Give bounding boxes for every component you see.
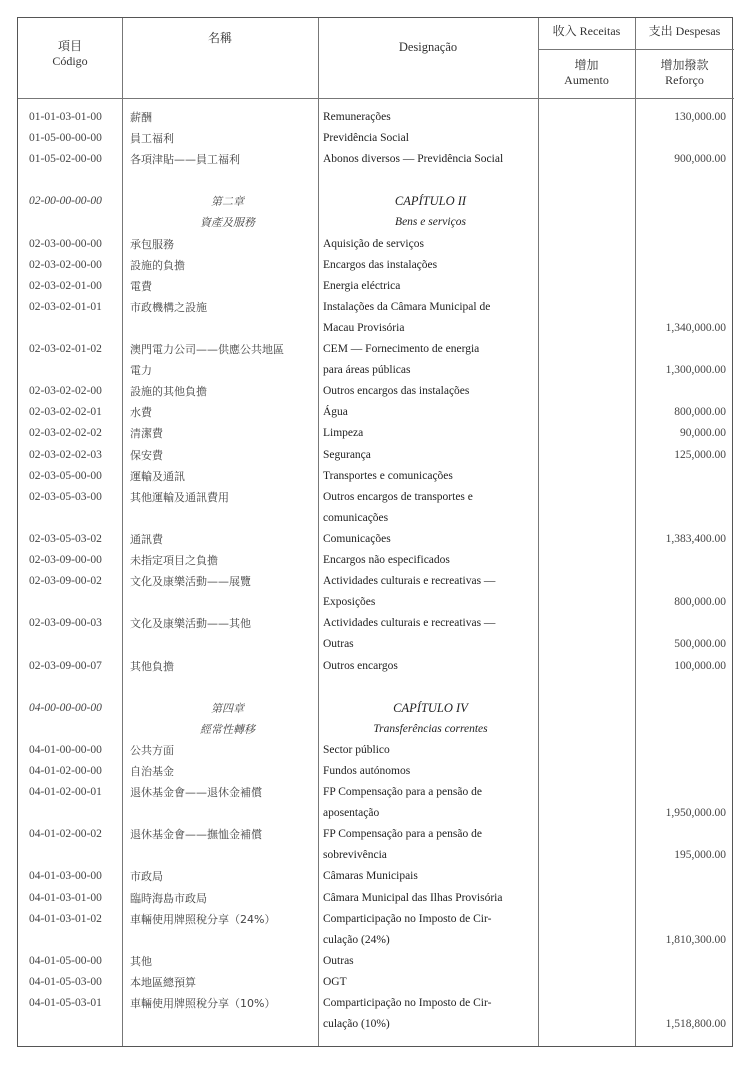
table-row xyxy=(18,550,734,571)
row-code: 02-03-00-00-00 xyxy=(29,237,102,250)
row-code: 04-00-00-00-00 xyxy=(29,701,102,714)
row-designation: Energia eléctrica xyxy=(323,279,401,292)
row-code: 01-05-00-00-00 xyxy=(29,132,102,145)
row-name: 澳門電力公司——供應公共地區 xyxy=(130,343,284,356)
header-bottom-line xyxy=(18,98,734,99)
row-name: 其他運輸及通訊費用 xyxy=(130,490,229,504)
row-designation: Transferências correntes xyxy=(373,722,488,735)
row-designation: Aquisição de serviços xyxy=(323,237,424,250)
table-row xyxy=(18,930,734,951)
row-reforco: 1,300,000.00 xyxy=(665,364,726,377)
row-code: 02-03-02-01-02 xyxy=(29,343,102,355)
table-row xyxy=(18,445,734,466)
row-name: 設施的負擔 xyxy=(130,258,185,272)
table-row xyxy=(18,276,734,297)
row-name: 各項津貼——員工福利 xyxy=(130,153,240,167)
budget-table xyxy=(17,17,733,1047)
row-designation: Instalações da Câmara Municipal de xyxy=(323,300,491,313)
row-name: 自治基金 xyxy=(130,764,174,778)
table-row xyxy=(18,698,734,719)
header-aumento-zh: 增加 xyxy=(574,58,599,72)
row-designation: Comunicações xyxy=(323,532,391,545)
row-designation: sobrevivência xyxy=(323,849,387,862)
row-designation: Sector público xyxy=(323,743,390,756)
row-name: 其他負擔 xyxy=(130,659,174,673)
row-name: 設施的其他負擔 xyxy=(130,385,207,399)
header-reforco-zh: 增加撥款 xyxy=(660,58,709,72)
row-code: 04-01-03-01-02 xyxy=(29,912,102,925)
table-row xyxy=(18,845,734,866)
row-name: 退休基金會——撫恤金補償 xyxy=(130,828,262,842)
row-name: 市政局 xyxy=(130,870,163,884)
row-code: 02-03-02-02-02 xyxy=(29,427,102,440)
row-designation: OGT xyxy=(323,975,347,988)
row-designation: comunicações xyxy=(323,511,389,524)
row-designation: Macau Provisória xyxy=(323,321,405,334)
table-row xyxy=(18,339,734,360)
table-row xyxy=(18,318,734,339)
row-reforco: 800,000.00 xyxy=(674,596,726,609)
row-designation: CEM — Fornecimento de energia xyxy=(323,343,480,355)
table-row xyxy=(18,402,734,423)
row-designation: FP Compensação para a pensão de xyxy=(323,786,482,798)
table-row xyxy=(18,212,734,233)
row-name: 第二章 xyxy=(211,195,244,209)
row-code: 04-01-03-00-00 xyxy=(29,870,102,883)
header-designacao xyxy=(318,40,538,55)
table-row xyxy=(18,529,734,550)
row-designation: Fundos autónomos xyxy=(323,764,411,777)
row-code: 01-05-02-00-00 xyxy=(29,153,102,166)
row-name: 車輛使用牌照稅分享（24%） xyxy=(130,912,276,926)
row-designation: Outras xyxy=(323,638,354,651)
row-name: 保安費 xyxy=(130,448,163,462)
row-name: 未指定項目之負擔 xyxy=(130,554,218,567)
table-row xyxy=(18,613,734,634)
row-code: 01-01-03-01-00 xyxy=(29,111,102,123)
row-reforco: 90,000.00 xyxy=(680,427,726,440)
row-designation: Segurança xyxy=(323,448,371,461)
table-row xyxy=(18,909,734,930)
row-designation: Remunerações xyxy=(323,111,391,123)
row-designation: Encargos não especificados xyxy=(323,554,450,566)
row-reforco: 100,000.00 xyxy=(674,659,726,672)
row-code: 02-03-09-00-07 xyxy=(29,659,102,672)
row-code: 04-01-00-00-00 xyxy=(29,743,102,756)
row-code: 02-03-02-02-03 xyxy=(29,448,102,461)
row-name: 第四章 xyxy=(211,701,244,715)
header-codigo-pt: Código xyxy=(52,54,88,68)
row-designation: Bens e serviços xyxy=(395,216,466,229)
row-reforco: 1,950,000.00 xyxy=(665,807,726,820)
row-name: 公共方面 xyxy=(130,743,174,757)
row-code: 02-03-02-00-00 xyxy=(29,258,102,271)
header-nome xyxy=(122,31,318,46)
row-code: 02-03-02-01-01 xyxy=(29,300,102,313)
table-row xyxy=(18,782,734,803)
row-reforco: 125,000.00 xyxy=(674,448,726,461)
table-row xyxy=(18,297,734,318)
table-row xyxy=(18,866,734,887)
row-designation: FP Compensação para a pensão de xyxy=(323,828,482,841)
row-reforco: 900,000.00 xyxy=(674,153,726,166)
table-row xyxy=(18,634,734,655)
table-row xyxy=(18,128,734,149)
row-code: 02-03-05-00-00 xyxy=(29,469,102,482)
header-codigo xyxy=(18,39,122,69)
table-row xyxy=(18,993,734,1014)
header-receitas xyxy=(538,24,635,39)
row-designation: Câmara Municipal das Ilhas Provisória xyxy=(323,891,503,904)
row-code: 02-03-02-01-00 xyxy=(29,279,102,292)
row-name: 經常性轉移 xyxy=(200,722,255,736)
row-designation: CAPÍTULO II xyxy=(394,194,467,209)
table-row xyxy=(18,149,734,170)
row-designation: Comparticipação no Imposto de Cir- xyxy=(323,997,492,1009)
row-code: 04-01-02-00-02 xyxy=(29,828,102,841)
table-row xyxy=(18,824,734,845)
row-designation: aposentação xyxy=(323,807,380,820)
row-code: 02-03-05-03-00 xyxy=(29,490,102,503)
header-despesas-text: 支出 Despesas xyxy=(648,24,721,38)
table-row xyxy=(18,761,734,782)
row-code: 02-03-05-03-02 xyxy=(29,532,102,545)
row-designation: culação (24%) xyxy=(323,933,390,946)
row-name: 員工福利 xyxy=(130,132,174,146)
header-designacao-text: Designação xyxy=(398,40,458,54)
row-reforco: 130,000.00 xyxy=(674,111,726,123)
row-code: 02-03-09-00-02 xyxy=(29,575,102,588)
table-row xyxy=(18,740,734,761)
row-designation: Abonos diversos — Previdência Social xyxy=(323,153,504,166)
header-nome-zh: 名稱 xyxy=(207,31,232,45)
row-code: 02-03-09-00-00 xyxy=(29,554,102,566)
row-reforco: 500,000.00 xyxy=(674,638,726,651)
table-row xyxy=(18,466,734,487)
row-name: 運輸及通訊 xyxy=(130,469,185,483)
row-code: 02-03-02-02-00 xyxy=(29,385,102,398)
header-aumento-pt: Aumento xyxy=(564,73,609,87)
row-name: 文化及康樂活動——展覽 xyxy=(130,575,251,589)
row-name: 車輛使用牌照稅分享（10%） xyxy=(130,997,276,1010)
row-code: 02-00-00-00-00 xyxy=(29,195,102,208)
table-row xyxy=(18,255,734,276)
header-reforco-pt: Reforço xyxy=(665,73,704,87)
header-codigo-zh: 項目 xyxy=(57,39,82,53)
header-despesas xyxy=(635,24,734,39)
table-row xyxy=(18,1014,734,1035)
row-designation: Transportes e comunicações xyxy=(323,469,453,482)
row-name: 退休基金會——退休金補償 xyxy=(130,786,262,799)
row-designation: Outros encargos das instalações xyxy=(323,385,470,398)
header-divider xyxy=(538,49,734,50)
row-reforco: 1,518,800.00 xyxy=(665,1018,726,1031)
table-row xyxy=(18,107,734,128)
row-name: 水費 xyxy=(130,406,152,420)
row-code: 04-01-05-03-01 xyxy=(29,997,102,1009)
row-reforco: 800,000.00 xyxy=(674,406,726,419)
row-name: 通訊費 xyxy=(130,532,163,546)
row-designation: Outras xyxy=(323,954,354,967)
row-code: 04-01-03-01-00 xyxy=(29,891,102,904)
row-name: 市政機構之設施 xyxy=(130,300,207,314)
table-row xyxy=(18,381,734,402)
row-code: 04-01-02-00-01 xyxy=(29,786,102,798)
row-designation: para áreas públicas xyxy=(323,364,411,377)
row-designation: Água xyxy=(323,406,348,419)
row-name: 清潔費 xyxy=(130,427,163,441)
row-name: 薪酬 xyxy=(130,111,152,124)
row-designation: Comparticipação no Imposto de Cir- xyxy=(323,912,492,925)
table-row xyxy=(18,972,734,993)
row-reforco: 195,000.00 xyxy=(674,849,726,862)
table-row xyxy=(18,360,734,381)
table-row xyxy=(18,487,734,508)
row-designation: Outros encargos de transportes e xyxy=(323,490,473,503)
row-reforco: 1,340,000.00 xyxy=(665,321,726,334)
row-code: 02-03-02-02-01 xyxy=(29,406,102,419)
row-designation: CAPÍTULO IV xyxy=(393,700,468,715)
table-row xyxy=(18,803,734,824)
row-name: 本地區總預算 xyxy=(130,975,196,989)
table-row xyxy=(18,656,734,677)
row-name: 其他 xyxy=(130,954,152,968)
row-code: 02-03-09-00-03 xyxy=(29,617,102,630)
row-designation: culação (10%) xyxy=(323,1018,390,1031)
row-name: 電力 xyxy=(130,364,152,378)
row-designation: Previdência Social xyxy=(323,132,409,145)
row-designation: Actividades culturais e recreativas — xyxy=(323,575,496,588)
row-designation: Encargos das instalações xyxy=(323,258,438,271)
row-code: 04-01-05-03-00 xyxy=(29,975,102,988)
row-name: 文化及康樂活動——其他 xyxy=(130,617,251,631)
row-name: 承包服務 xyxy=(130,237,174,251)
row-designation: Exposições xyxy=(323,596,376,609)
row-name: 資產及服務 xyxy=(200,216,255,230)
table-row xyxy=(18,191,734,212)
row-name: 電費 xyxy=(130,279,152,293)
table-row xyxy=(18,234,734,255)
row-reforco: 1,383,400.00 xyxy=(665,532,726,545)
header-receitas-text: 收入 Receitas xyxy=(552,24,621,38)
row-reforco: 1,810,300.00 xyxy=(665,933,726,946)
row-code: 04-01-05-00-00 xyxy=(29,954,102,967)
header-reforco xyxy=(635,58,734,88)
table-row xyxy=(18,423,734,444)
row-code: 04-01-02-00-00 xyxy=(29,764,102,777)
table-row xyxy=(18,951,734,972)
row-name: 臨時海島市政局 xyxy=(130,891,207,905)
table-row xyxy=(18,571,734,592)
table-row xyxy=(18,719,734,740)
row-designation: Outros encargos xyxy=(323,659,398,672)
table-row xyxy=(18,888,734,909)
row-designation: Actividades culturais e recreativas — xyxy=(323,617,496,630)
table-row xyxy=(18,592,734,613)
header-aumento xyxy=(538,58,635,88)
table-row xyxy=(18,508,734,529)
row-designation: Câmaras Municipais xyxy=(323,870,418,883)
row-designation: Limpeza xyxy=(323,427,364,440)
